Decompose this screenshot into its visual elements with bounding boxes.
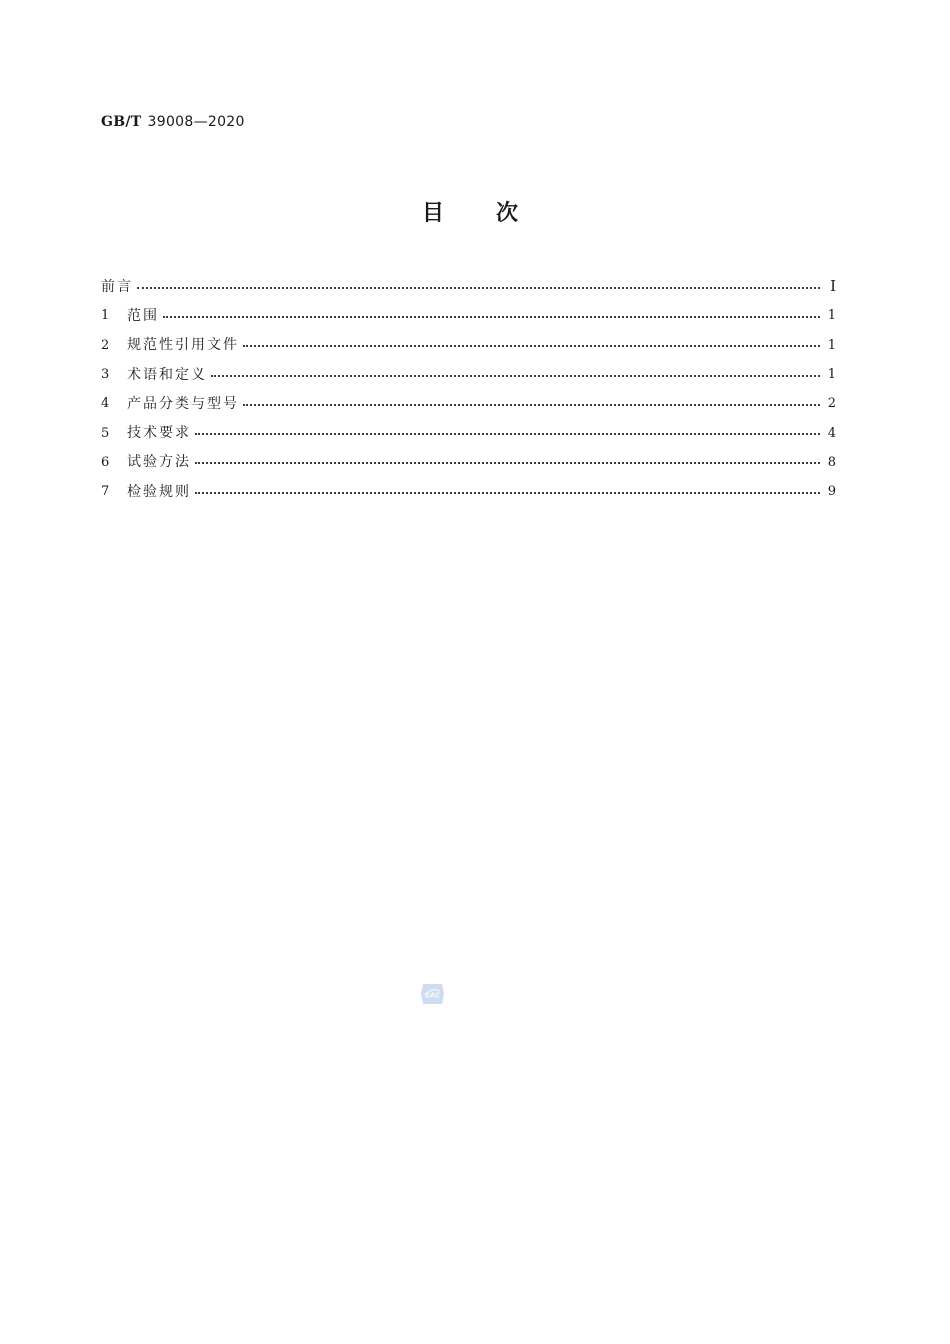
toc-entry-number: 3 [101, 367, 110, 383]
toc-entry-page: 1 [827, 337, 836, 353]
table-of-contents [101, 272, 836, 506]
toc-entry-inspection-rules[interactable] [101, 477, 836, 506]
toc-entry-page: 8 [827, 454, 836, 470]
toc-entry-normative-references[interactable] [101, 331, 836, 360]
toc-entry-foreword[interactable] [101, 272, 836, 301]
toc-entry-label: 产品分类与型号 [127, 395, 239, 412]
svg-text:SAC: SAC [424, 991, 441, 1000]
dot-leader [195, 492, 820, 494]
dot-leader [137, 287, 820, 289]
toc-entry-label: 规范性引用文件 [127, 337, 239, 354]
toc-entry-number: 4 [101, 396, 110, 412]
dot-leader [195, 433, 820, 435]
toc-entry-page: 1 [827, 367, 836, 383]
toc-title: 目次 [421, 201, 570, 226]
toc-entry-number: 7 [101, 484, 110, 500]
toc-entry-label: 检验规则 [127, 483, 191, 500]
toc-entry-number: 2 [101, 337, 110, 353]
toc-entry-number: 5 [101, 425, 110, 441]
sac-watermark-logo [420, 982, 445, 1006]
dot-leader [195, 462, 820, 464]
dot-leader [243, 404, 820, 406]
toc-entry-label: 技术要求 [127, 425, 191, 442]
toc-entry-page: 4 [827, 425, 836, 441]
toc-entry-number: 6 [101, 454, 110, 470]
toc-entry-test-methods[interactable] [101, 448, 836, 477]
toc-entry-terms-definitions[interactable] [101, 360, 836, 389]
dot-leader [243, 345, 820, 347]
toc-entry-page: Ⅰ [830, 277, 836, 296]
sac-logo-icon [420, 982, 445, 1006]
toc-entry-classification-models[interactable] [101, 389, 836, 418]
dot-leader [163, 316, 820, 318]
dot-leader [211, 375, 820, 377]
toc-entry-label: 试验方法 [127, 454, 191, 471]
standard-prefix: GB/T [101, 114, 142, 130]
toc-entry-scope[interactable] [101, 301, 836, 330]
toc-entry-technical-requirements[interactable] [101, 418, 836, 447]
standard-code [101, 114, 245, 130]
toc-entry-label: 术语和定义 [127, 366, 207, 383]
toc-entry-page: 2 [827, 396, 836, 412]
toc-entry-number: 1 [101, 308, 110, 324]
toc-entry-label: 范围 [127, 307, 159, 324]
toc-entry-label: 前言 [101, 278, 133, 295]
toc-entry-page: 1 [827, 308, 836, 324]
standard-number: 39008—2020 [147, 114, 245, 130]
toc-entry-page: 9 [827, 484, 836, 500]
